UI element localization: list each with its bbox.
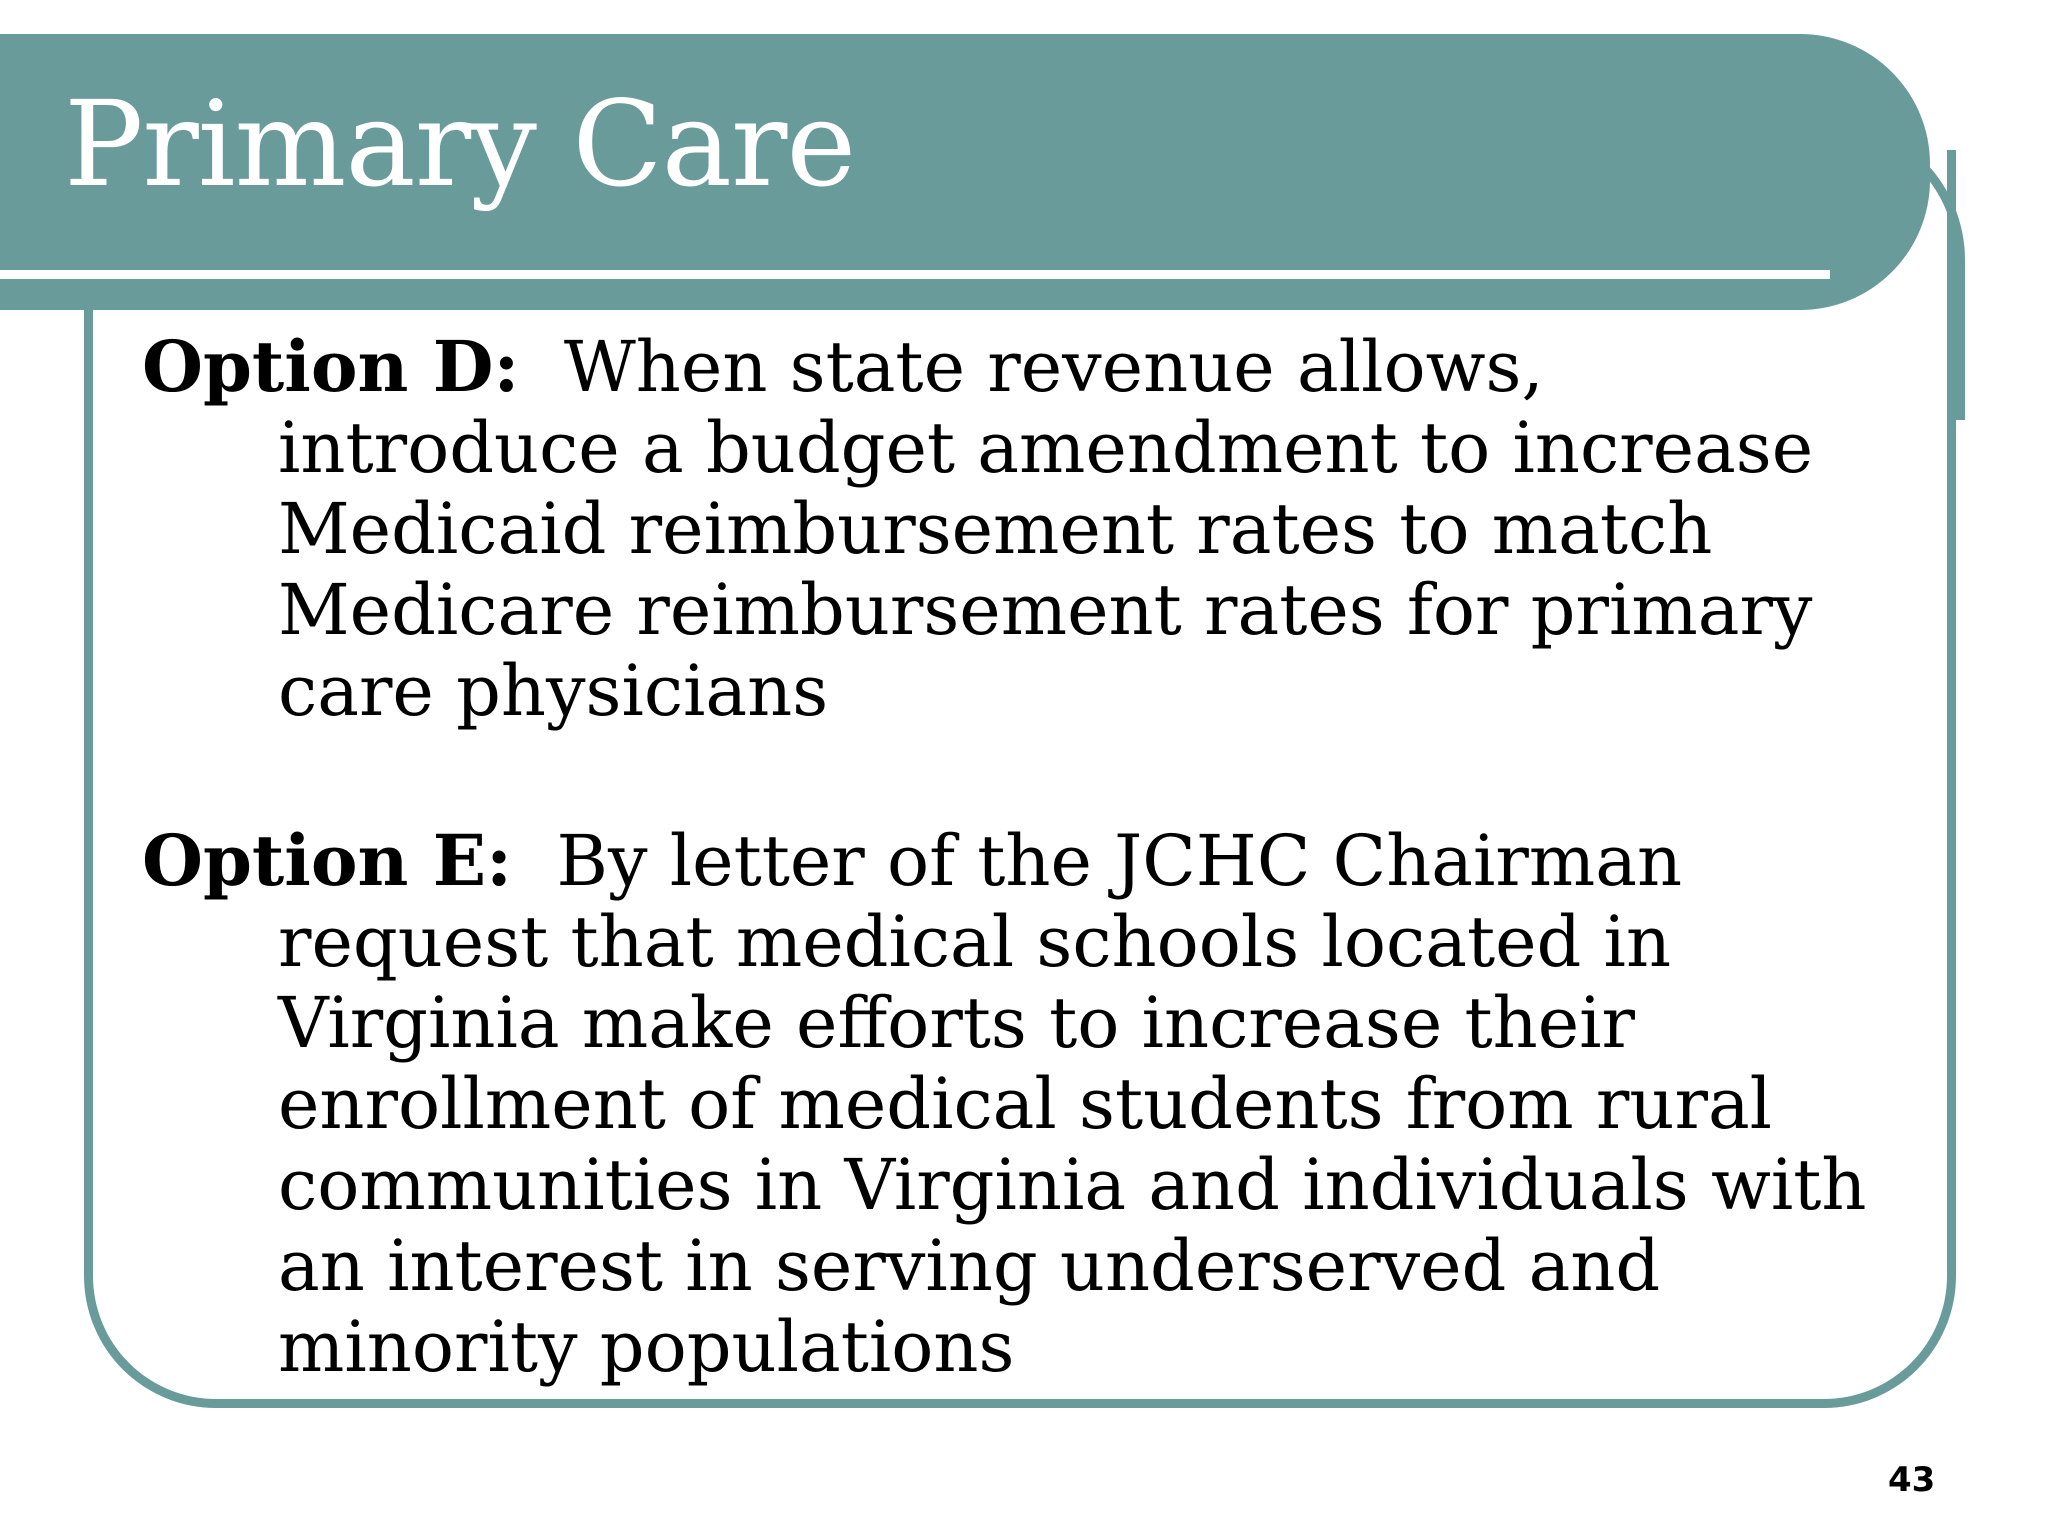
title-rule: [0, 270, 1830, 279]
slide-title: Primary Care: [64, 75, 856, 213]
page-number: 43: [1888, 1460, 1936, 1500]
option-e: [142, 820, 1902, 1388]
option-d-label: Option D:: [142, 325, 520, 408]
option-e-label: Option E:: [142, 819, 512, 902]
option-d: [142, 326, 1902, 732]
option-d-text: When state revenue allows, introduce a budget amendment to increase Medicaid reimbursement rates to match Medicare reimbursement rates for primary care physicians: [278, 326, 1814, 732]
slide-content: [142, 326, 1902, 1476]
option-e-text: By letter of the JCHC Chairman request that medical schools located in Virginia make efforts to increase their enrollment of medical students from rural communities in Virginia and individuals with an interest in serving underserved and minority populations: [278, 820, 1867, 1388]
